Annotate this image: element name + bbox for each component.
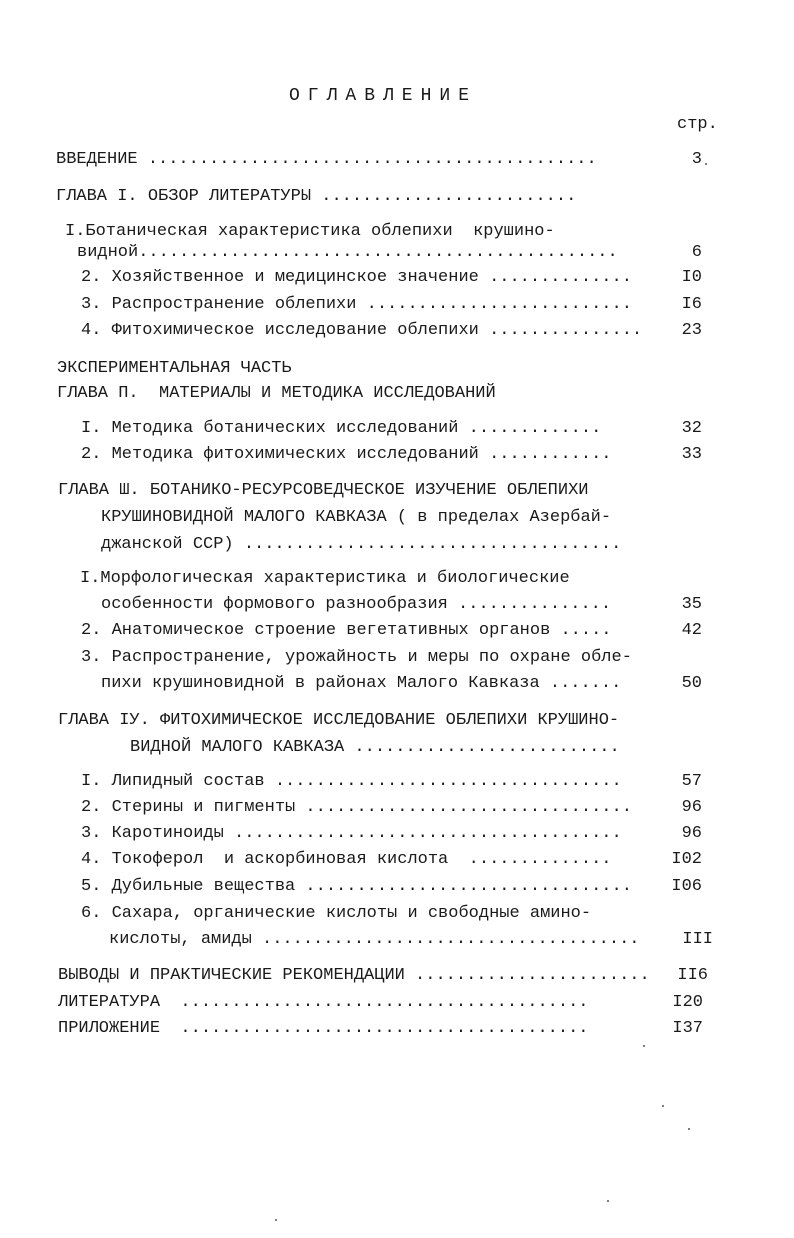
toc-entry-text: 5. Дубильные вещества ................................ <box>81 877 632 896</box>
toc-entry-text: 3. Каротиноиды ...................................... <box>81 824 622 843</box>
scan-speck <box>607 1200 609 1202</box>
toc-entry-page: 96 <box>681 824 702 843</box>
toc-entry-text: ГЛАВА I. ОБЗОР ЛИТЕРАТУРЫ ......................... <box>56 187 577 206</box>
toc-entry <box>65 222 555 244</box>
toc-entry-text: 2. Стерины и пигменты ................................ <box>81 798 632 817</box>
toc-entry <box>81 419 601 441</box>
toc-entry-page: III <box>682 930 713 949</box>
toc-entry <box>81 772 622 794</box>
toc-entry-text: 3. Распространение облепихи .......................... <box>81 295 632 314</box>
toc-entry <box>81 321 642 343</box>
toc-entry-page: I20 <box>672 993 703 1012</box>
toc-entry-page: 96 <box>681 798 702 817</box>
toc-entry-text: I. Методика ботанических исследований ............. <box>81 419 602 438</box>
scan-speck <box>688 1128 690 1130</box>
toc-entry-page: 32 <box>681 419 702 438</box>
scan-speck <box>662 1105 664 1107</box>
toc-entry-page: I02 <box>671 850 702 869</box>
toc-entry <box>81 268 632 290</box>
toc-entry <box>58 481 589 503</box>
toc-entry-text: ЛИТЕРАТУРА ........................................ <box>58 993 589 1012</box>
toc-entry <box>81 877 632 899</box>
toc-entry <box>58 966 650 988</box>
toc-entry-text: 4. Токоферол и аскорбиновая кислота .............. <box>81 850 612 869</box>
toc-entry-text: 2. Методика фитохимических исследований ............ <box>81 445 612 464</box>
toc-entry-page: I06 <box>671 877 702 896</box>
toc-entry <box>81 445 612 467</box>
toc-entry <box>58 993 589 1015</box>
toc-entry <box>81 904 591 926</box>
toc-entry-page: 57 <box>681 772 702 791</box>
toc-entry <box>81 798 632 820</box>
scan-speck <box>705 163 707 165</box>
toc-entry-text: 4. Фитохимическое исследование облепихи ............... <box>81 321 643 340</box>
toc-entry-page: I37 <box>672 1019 703 1038</box>
toc-entry-page: II6 <box>677 966 708 985</box>
toc-entry-page: 3 <box>691 150 702 169</box>
toc-entry <box>81 824 622 846</box>
toc-entry-text: 6. Сахара, органические кислоты и свободные амино- <box>81 904 592 923</box>
toc-entry <box>109 930 640 952</box>
toc-entry-text: ВЫВОДЫ И ПРАКТИЧЕСКИЕ РЕКОМЕНДАЦИИ ....................... <box>58 966 650 985</box>
toc-entry-text: ВВЕДЕНИЕ ............................................ <box>56 150 597 169</box>
toc-entry <box>57 359 292 381</box>
toc-entry <box>80 569 570 591</box>
toc-entry-text: джанской ССР) ..................................... <box>101 535 622 554</box>
page-column-label: стр. <box>677 115 718 134</box>
toc-entry-page: I0 <box>681 268 702 287</box>
toc-entry <box>101 674 621 696</box>
toc-entry <box>77 243 618 265</box>
toc-entry-page: I6 <box>681 295 702 314</box>
toc-entry <box>56 150 597 172</box>
toc-entry-page: 33 <box>681 445 702 464</box>
toc-entry-text: 2. Хозяйственное и медицинское значение .............. <box>81 268 632 287</box>
toc-entry-text: КРУШИНОВИДНОЙ МАЛОГО КАВКАЗА ( в пределах Азербай- <box>101 508 612 527</box>
toc-entry-text: ЭКСПЕРИМЕНТАЛЬНАЯ ЧАСТЬ <box>57 359 292 378</box>
toc-entry-text: ГЛАВА Ш. БОТАНИКО-РЕСУРСОВЕДЧЕСКОЕ ИЗУЧЕНИЕ ОБЛЕПИХИ <box>58 481 589 500</box>
toc-entry <box>58 1019 589 1041</box>
toc-entry-text: пихи крушиновидной в районах Малого Кавказа ....... <box>101 674 622 693</box>
toc-entry <box>81 850 612 872</box>
toc-entry-page: 35 <box>681 595 702 614</box>
toc-entry <box>81 295 632 317</box>
toc-entry <box>56 187 576 209</box>
toc-entry-text: ПРИЛОЖЕНИЕ ........................................ <box>58 1019 589 1038</box>
toc-entry <box>81 648 632 670</box>
toc-entry-text: I.Морфологическая характеристика и биологические <box>80 569 570 588</box>
scan-speck <box>275 1219 277 1221</box>
toc-entry-page: 50 <box>681 674 702 693</box>
scan-speck <box>643 1045 645 1047</box>
toc-entry <box>101 508 611 530</box>
toc-entry-text: 2. Анатомическое строение вегетативных органов ..... <box>81 621 612 640</box>
page-title: ОГЛАВЛЕНИЕ <box>288 86 478 106</box>
toc-entry <box>81 621 612 643</box>
toc-entry-text: ГЛАВА П. МАТЕРИАЛЫ И МЕТОДИКА ИССЛЕДОВАНИЙ <box>57 384 496 403</box>
toc-entry <box>130 738 620 760</box>
toc-entry-page: 23 <box>681 321 702 340</box>
toc-entry-text: видной............................................... <box>77 243 618 262</box>
toc-entry <box>101 535 621 557</box>
toc-entry-page: 42 <box>681 621 702 640</box>
toc-entry-text: особенности формового разнообразия ............... <box>101 595 612 614</box>
toc-entry-text: 3. Распространение, урожайность и меры по охране обле- <box>81 648 632 667</box>
toc-entry <box>101 595 611 617</box>
toc-entry-text: ГЛАВА IУ. ФИТОХИМИЧЕСКОЕ ИССЛЕДОВАНИЕ ОБЛЕПИХИ КРУШИНО- <box>58 711 620 730</box>
toc-entry <box>58 711 619 733</box>
toc-entry-page: 6 <box>691 243 702 262</box>
toc-entry-text: I.Ботаническая характеристика облепихи крушино- <box>65 222 555 241</box>
toc-entry-text: I. Липидный состав .................................. <box>81 772 622 791</box>
toc-entry-text: ВИДНОЙ МАЛОГО КАВКАЗА .......................... <box>130 738 620 757</box>
toc-entry-text: кислоты, амиды ..................................... <box>109 930 640 949</box>
toc-entry <box>57 384 496 406</box>
